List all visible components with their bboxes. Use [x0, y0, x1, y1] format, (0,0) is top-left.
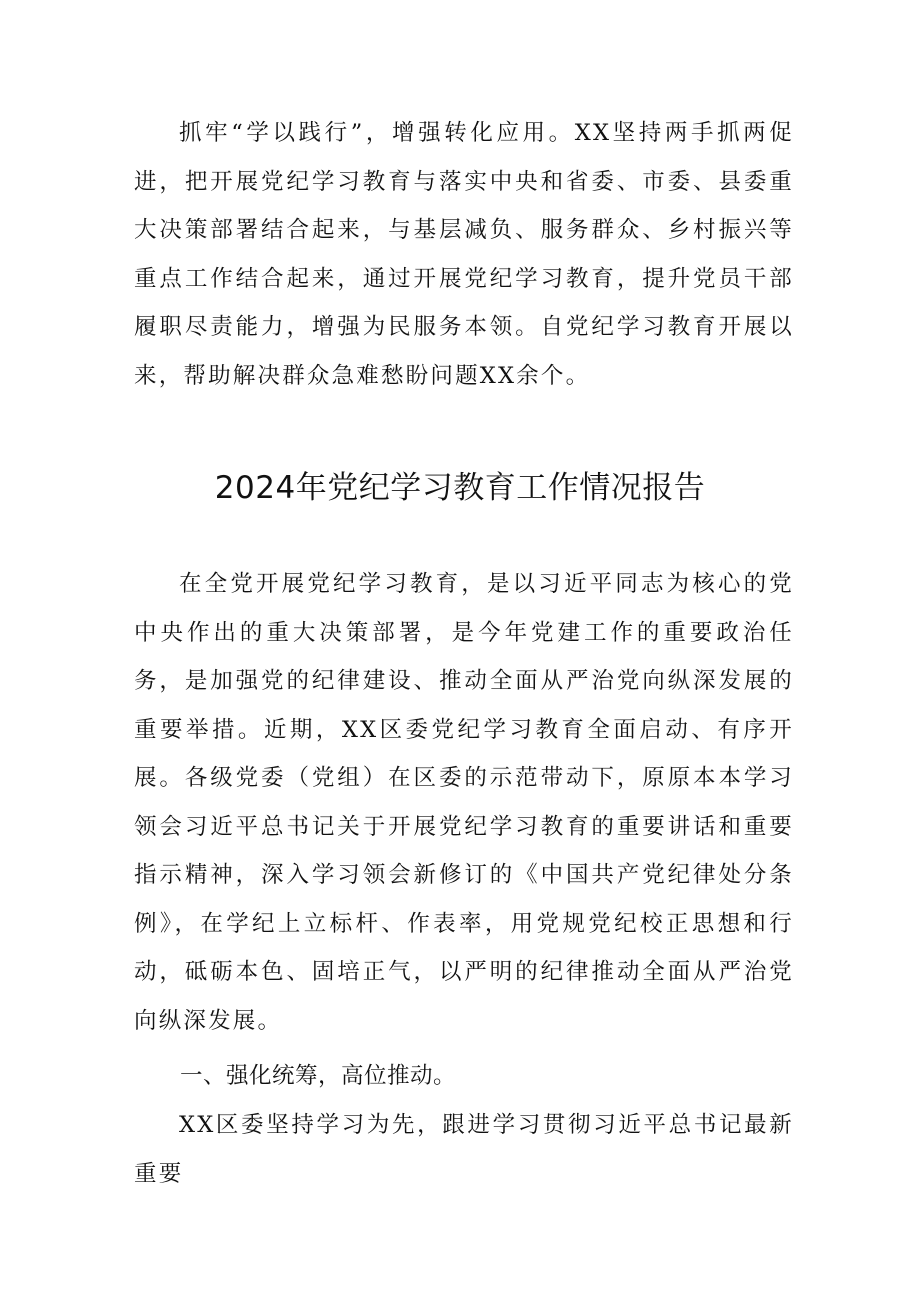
section-heading: 一、强化统筹，高位推动。 [180, 1063, 457, 1089]
document-title: 2024年党纪学习教育工作情况报告 [214, 470, 706, 506]
body-paragraph: 在全党开展党纪学习教育，是以习近平同志为核心的党中央作出的重大决策部署，是今年党建工作的重要政治任务，是加强党的纪律建设、推动全面从严治党向纵深发展的重要举措。近期，XX区委党纪学习教育全面启动、有序开展。各级党委（党组）在区委的示范带动下，原原本本学习领会习近平总书记关于开展党纪学习教育的重要讲话和重要指示精神，深入学习领会新修订的《中国共产党纪律处分条例》，在学纪上立标杆、作表率，用党规党纪校正思想和行动，砥砺本色、固培正气，以严明的纪律推动全面从严治党向纵深发展。 [134, 571, 794, 1034]
section-paragraph: XX区委坚持学习为先，跟进学习贯彻习近平总书记最新重要 [134, 1112, 794, 1187]
intro-paragraph: 抓牢“学以践行”，增强转化应用。XX坚持两手抓两促进，把开展党纪学习教育与落实中央和省委、市委、县委重大决策部署结合起来，与基层减负、服务群众、乡村振兴等重点工作结合起来，通过开展党纪学习教育，提升党员干部履职尽责能力，增强为民服务本领。自党纪学习教育开展以来，帮助解决群众急难愁盼问题XX余个。 [134, 120, 794, 389]
